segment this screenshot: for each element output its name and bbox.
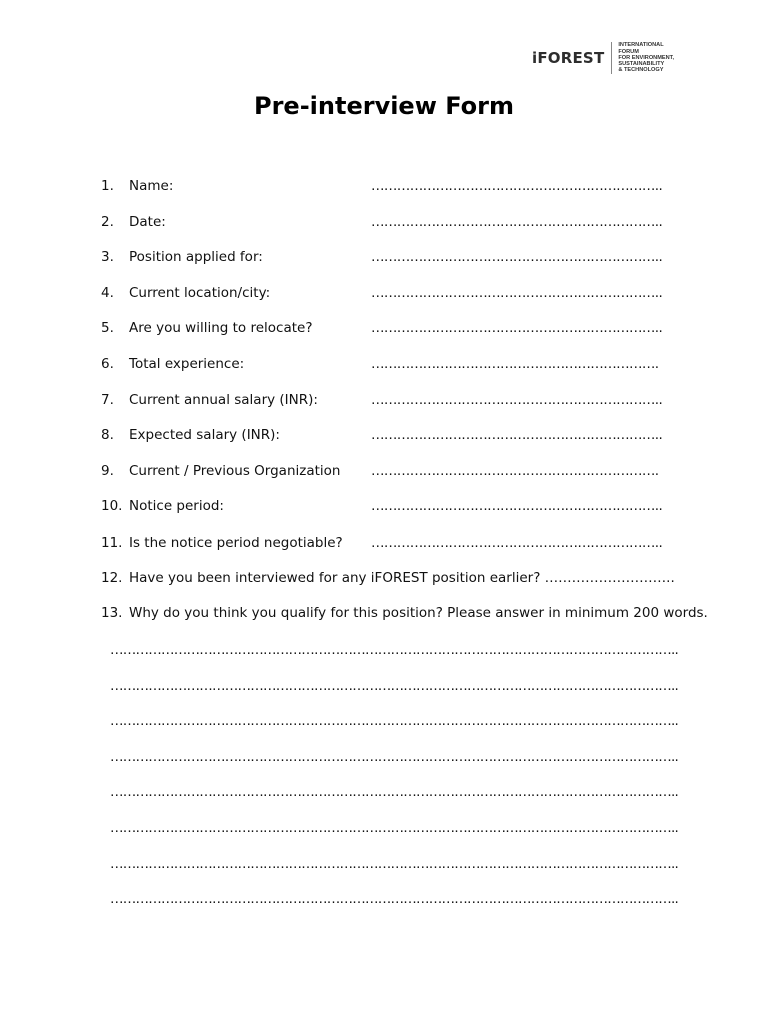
question-label: Name: — [129, 178, 174, 194]
answer-line[interactable]: …………………………………………………………………………………………………………………….. — [110, 891, 679, 907]
answer-field-expected-salary[interactable]: ………………………………………………………….. — [371, 427, 663, 443]
question-label: Total experience: — [129, 356, 245, 372]
answer-line[interactable]: …………………………………………………………………………………………………………………….. — [110, 713, 679, 729]
logo-tagline-line: SUSTAINABILITY — [618, 61, 665, 68]
answer-field-current-salary[interactable]: ………………………………………………………….. — [371, 392, 663, 408]
logo-tagline-line: FOR ENVIRONMENT, — [618, 54, 675, 61]
question-label: Is the notice period negotiable? — [129, 535, 343, 551]
question-text: Have you been interviewed for any iFOREST position earlier? ……………………….. — [129, 570, 675, 586]
question-number: 13. — [101, 605, 123, 621]
answer-line[interactable]: …………………………………………………………………………………………………………………….. — [110, 784, 679, 800]
question-label: Current location/city: — [129, 285, 271, 301]
question-label: Current annual salary (INR): — [129, 392, 318, 408]
question-number: 2. — [101, 214, 114, 230]
question-number: 3. — [101, 249, 114, 265]
question-number: 6. — [101, 356, 114, 372]
answer-field-experience[interactable]: …………………………………………………………. — [371, 356, 659, 372]
question-number: 9. — [101, 463, 114, 479]
answer-field-organization[interactable]: …………………………………………………………. — [371, 463, 659, 479]
question-label: Current / Previous Organization — [129, 463, 341, 479]
question-label: Date: — [129, 214, 166, 230]
question-number: 8. — [101, 427, 114, 443]
question-number: 12. — [101, 570, 123, 586]
answer-field-position[interactable]: ………………………………………………………….. — [371, 249, 663, 265]
answer-line[interactable]: …………………………………………………………………………………………………………………….. — [110, 820, 679, 836]
question-number: 4. — [101, 285, 114, 301]
question-number: 10. — [101, 498, 123, 514]
logo-wordmark: iFOREST — [532, 49, 605, 67]
logo-tagline-line: FORUM — [618, 48, 639, 55]
logo-divider — [611, 42, 612, 74]
question-number: 5. — [101, 320, 114, 336]
answer-line[interactable]: …………………………………………………………………………………………………………………….. — [110, 856, 679, 872]
answer-field-notice-negotiable[interactable]: ………………………………………………………….. — [371, 535, 663, 551]
answer-field-location[interactable]: ………………………………………………………….. — [371, 285, 663, 301]
answer-field-date[interactable]: ………………………………………………………….. — [371, 214, 663, 230]
question-label: Position applied for: — [129, 249, 263, 265]
question-number: 1. — [101, 178, 114, 194]
logo-tagline-line: INTERNATIONAL — [618, 42, 664, 49]
question-text: Why do you think you qualify for this position? Please answer in minimum 200 words. — [129, 605, 708, 621]
page-title: Pre-interview Form — [254, 92, 514, 120]
iforest-logo — [532, 42, 674, 74]
question-number: 7. — [101, 392, 114, 408]
answer-field-relocate[interactable]: ………………………………………………………….. — [371, 320, 663, 336]
question-number: 11. — [101, 535, 123, 551]
answer-line[interactable]: …………………………………………………………………………………………………………………….. — [110, 678, 679, 694]
answer-field-name[interactable]: ………………………………………………………….. — [371, 178, 663, 194]
logo-tagline — [618, 42, 674, 73]
answer-line[interactable]: …………………………………………………………………………………………………………………….. — [110, 749, 679, 765]
question-label: Expected salary (INR): — [129, 427, 280, 443]
answer-field-notice-period[interactable]: ………………………………………………………….. — [371, 498, 663, 514]
logo-tagline-line: & TECHNOLOGY — [618, 67, 664, 74]
question-label: Are you willing to relocate? — [129, 320, 313, 336]
question-label: Notice period: — [129, 498, 224, 514]
answer-line[interactable]: …………………………………………………………………………………………………………………….. — [110, 642, 679, 658]
